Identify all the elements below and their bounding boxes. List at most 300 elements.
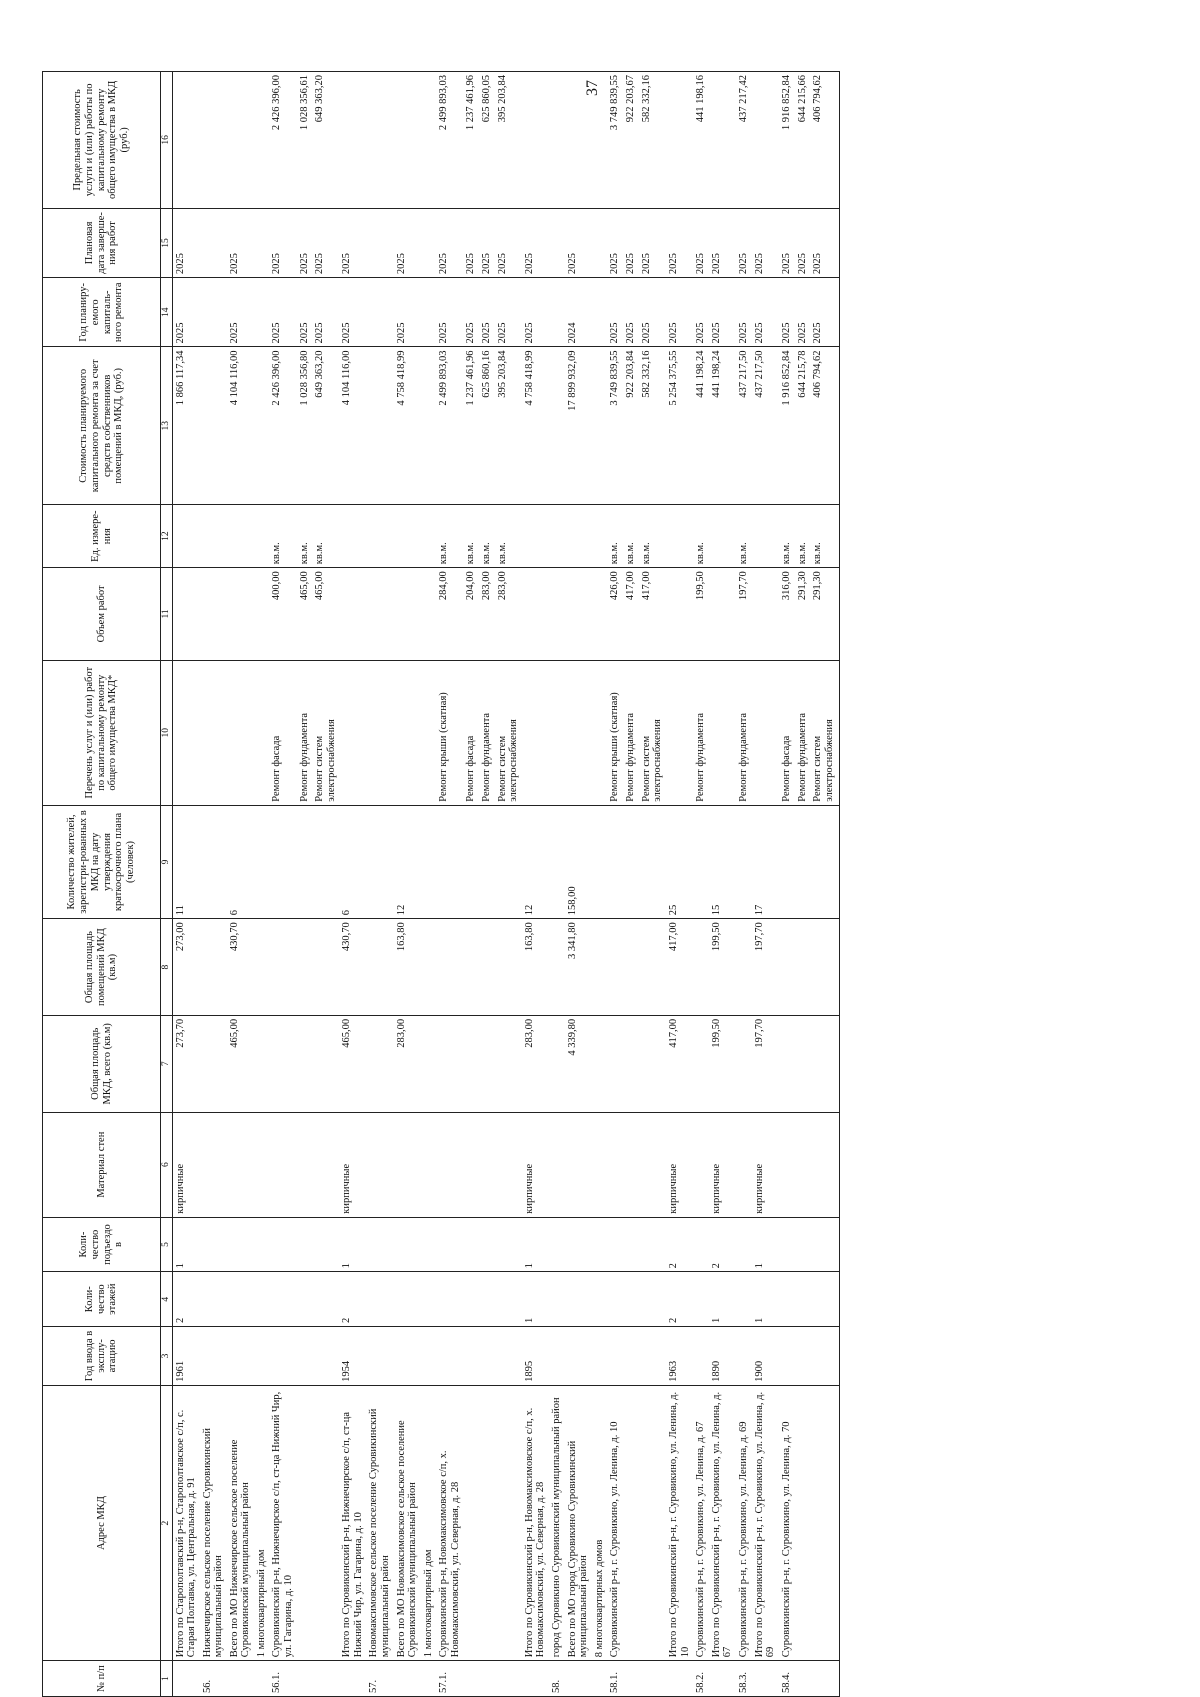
rooms-area: [463, 919, 479, 1016]
address: 1 многоквартирный дом: [421, 1385, 437, 1660]
floors: [479, 1272, 495, 1327]
completion-year: 2025: [607, 208, 623, 277]
completion-year: 2025: [795, 208, 811, 277]
limit-cost: [522, 72, 549, 209]
commission-year: [607, 1327, 623, 1386]
entrances: [779, 1217, 795, 1272]
residents: [495, 805, 522, 919]
column-header: Общая площадь помещений МКД (кв.м): [43, 919, 161, 1016]
plan-year: [366, 278, 393, 347]
work-type: [522, 660, 549, 805]
total-area: [693, 1015, 709, 1112]
residents: [779, 805, 795, 919]
wall-material: [779, 1112, 795, 1217]
total-area: [366, 1015, 393, 1112]
rooms-area: [639, 919, 666, 1016]
commission-year: [736, 1327, 752, 1386]
residents: [366, 805, 393, 919]
row-number: [339, 1661, 366, 1697]
rooms-area: [607, 919, 623, 1016]
total-area: [463, 1015, 479, 1112]
completion-year: 2025: [172, 208, 200, 277]
commission-year: [592, 1327, 608, 1386]
planned-cost: 3 749 839,55: [607, 347, 623, 505]
work-volume: [339, 568, 366, 660]
column-number: 15: [161, 208, 173, 277]
address: [810, 1385, 837, 1660]
work-volume: 465,00: [297, 568, 313, 660]
rooms-area: [549, 919, 565, 1016]
rooms-area: 430,70: [227, 919, 254, 1016]
work-volume: 291,30: [810, 568, 837, 660]
floors: [312, 1272, 339, 1327]
floors: [227, 1272, 254, 1327]
planned-cost: [254, 347, 270, 505]
table-body: [172, 72, 840, 1697]
limit-cost: [254, 72, 270, 209]
row-number: [592, 1661, 608, 1697]
residents: [254, 805, 270, 919]
floors: [297, 1272, 313, 1327]
plan-year: 2025: [172, 278, 200, 347]
wall-material: [639, 1112, 666, 1217]
table-row: [549, 72, 565, 1697]
unit: [339, 505, 366, 568]
column-number: 9: [161, 805, 173, 919]
column-header: Ед. измере-ния: [43, 505, 161, 568]
residents: [297, 805, 313, 919]
floors: [366, 1272, 393, 1327]
column-number: 11: [161, 568, 173, 660]
column-header: Перечень услуг и (или) работ по капитальному ремонту общего имущества МКД*: [43, 660, 161, 805]
row-number: [254, 1661, 270, 1697]
work-type: [339, 660, 366, 805]
table-row: [495, 72, 522, 1697]
residents: [623, 805, 639, 919]
unit: кв.м.: [312, 505, 339, 568]
table-row: [709, 72, 736, 1697]
work-volume: [709, 568, 736, 660]
total-area: 4 339,80: [565, 1015, 592, 1112]
work-type: Ремонт систем электроснабжения: [312, 660, 339, 805]
residents: 17: [752, 805, 779, 919]
unit: [522, 505, 549, 568]
table-row: [479, 72, 495, 1697]
address: Нижнечирское сельское поселение Суровикинский муниципальный район: [200, 1385, 227, 1660]
entrances: [436, 1217, 463, 1272]
commission-year: 1963: [666, 1327, 693, 1386]
rooms-area: [479, 919, 495, 1016]
work-volume: [421, 568, 437, 660]
total-area: [421, 1015, 437, 1112]
unit: [394, 505, 421, 568]
residents: 15: [709, 805, 736, 919]
border-cell: [837, 1217, 840, 1272]
limit-cost: 644 215,66: [795, 72, 811, 209]
wall-material: [795, 1112, 811, 1217]
plan-year: 2025: [666, 278, 693, 347]
work-volume: [200, 568, 227, 660]
wall-material: кирпичные: [709, 1112, 736, 1217]
planned-cost: 1 866 117,34: [172, 347, 200, 505]
commission-year: [795, 1327, 811, 1386]
rooms-area: [495, 919, 522, 1016]
plan-year: 2025: [522, 278, 549, 347]
address: [495, 1385, 522, 1660]
total-area: 197,70: [752, 1015, 779, 1112]
planned-cost: 1 916 852,84: [779, 347, 795, 505]
column-header: Плановая дата заверше-ния работ: [43, 208, 161, 277]
wall-material: кирпичные: [522, 1112, 549, 1217]
rooms-area: 273,00: [172, 919, 200, 1016]
planned-cost: 17 899 932,09: [565, 347, 592, 505]
limit-cost: 437 217,42: [736, 72, 752, 209]
wall-material: кирпичные: [172, 1112, 200, 1217]
floors: [639, 1272, 666, 1327]
total-area: [479, 1015, 495, 1112]
table-row: [421, 72, 437, 1697]
limit-cost: 1 028 356,61: [297, 72, 313, 209]
unit: [200, 505, 227, 568]
work-type: [592, 660, 608, 805]
entrances: [736, 1217, 752, 1272]
planned-cost: 437 217,50: [752, 347, 779, 505]
border-cell: [837, 1385, 840, 1660]
work-type: Ремонт фундамента: [795, 660, 811, 805]
limit-cost: [172, 72, 200, 209]
row-number: [522, 1661, 549, 1697]
completion-year: [200, 208, 227, 277]
unit: [227, 505, 254, 568]
plan-year: 2025: [312, 278, 339, 347]
entrances: [394, 1217, 421, 1272]
limit-cost: 3 749 839,55: [607, 72, 623, 209]
commission-year: [495, 1327, 522, 1386]
floors: [623, 1272, 639, 1327]
address: Всего по МО Новомаксимовское сельское поселение Суровикинский муниципальный район: [394, 1385, 421, 1660]
limit-cost: [565, 72, 592, 209]
row-number: [565, 1661, 592, 1697]
work-type: [200, 660, 227, 805]
table-row: [607, 72, 623, 1697]
row-number: [623, 1661, 639, 1697]
row-number: 57.1.: [436, 1661, 463, 1697]
work-volume: 400,00: [269, 568, 296, 660]
entrances: [479, 1217, 495, 1272]
wall-material: [227, 1112, 254, 1217]
rooms-area: [810, 919, 837, 1016]
unit: [421, 505, 437, 568]
work-volume: 417,00: [639, 568, 666, 660]
table-row: [312, 72, 339, 1697]
residents: [200, 805, 227, 919]
column-header: Материал стен: [43, 1112, 161, 1217]
border-cell: [837, 1272, 840, 1327]
address: Итого по Суровикинский р-н, г. Суровикино, ул. Ленина, д. 69: [752, 1385, 779, 1660]
entrances: [421, 1217, 437, 1272]
residents: [736, 805, 752, 919]
rotated-page: [42, 35, 1200, 1697]
wall-material: [366, 1112, 393, 1217]
row-number: [495, 1661, 522, 1697]
table-row: [779, 72, 795, 1697]
entrances: [297, 1217, 313, 1272]
work-volume: [227, 568, 254, 660]
unit: кв.м.: [779, 505, 795, 568]
work-type: Ремонт систем электроснабжения: [810, 660, 837, 805]
planned-cost: 441 198,24: [693, 347, 709, 505]
planned-cost: 1 028 356,80: [297, 347, 313, 505]
completion-year: 2025: [269, 208, 296, 277]
completion-year: 2025: [639, 208, 666, 277]
completion-year: 2025: [297, 208, 313, 277]
wall-material: [312, 1112, 339, 1217]
work-type: [172, 660, 200, 805]
floors: [421, 1272, 437, 1327]
floors: [463, 1272, 479, 1327]
column-number-row: [161, 72, 173, 1697]
unit: кв.м.: [436, 505, 463, 568]
table-row: [172, 72, 200, 1697]
entrances: [495, 1217, 522, 1272]
planned-cost: 1 237 461,96: [463, 347, 479, 505]
row-number: [421, 1661, 437, 1697]
wall-material: [200, 1112, 227, 1217]
planned-cost: 4 104 116,00: [339, 347, 366, 505]
limit-cost: [394, 72, 421, 209]
rooms-area: [693, 919, 709, 1016]
completion-year: 2025: [623, 208, 639, 277]
column-header: Предельная стоимость услуги и (или) работы по капитальному ремонту общего имущества в МКД (руб.): [43, 72, 161, 209]
border-cell: [837, 1327, 840, 1386]
wall-material: [736, 1112, 752, 1217]
completion-year: [366, 208, 393, 277]
row-number: 58.: [549, 1661, 565, 1697]
total-area: [269, 1015, 296, 1112]
floors: [592, 1272, 608, 1327]
work-volume: 291,30: [795, 568, 811, 660]
table-row: [254, 72, 270, 1697]
work-volume: 199,50: [693, 568, 709, 660]
row-number: 58.4.: [779, 1661, 795, 1697]
table-row: [592, 72, 608, 1697]
commission-year: [421, 1327, 437, 1386]
row-number: 58.2.: [693, 1661, 709, 1697]
commission-year: 1961: [172, 1327, 200, 1386]
column-number: 4: [161, 1272, 173, 1327]
limit-cost: [752, 72, 779, 209]
column-header: Количество жителей, зарегистри-рованных в МКД на дату утверждения краткосрочного плана (человек): [43, 805, 161, 919]
residents: 25: [666, 805, 693, 919]
rooms-area: [592, 919, 608, 1016]
border-cell: [837, 919, 840, 1016]
address: город Суровикино Суровикинский муниципальный район: [549, 1385, 565, 1660]
row-number: [810, 1661, 837, 1697]
planned-cost: 395 203,84: [495, 347, 522, 505]
residents: 11: [172, 805, 200, 919]
column-number: 16: [161, 72, 173, 209]
border-cell: [837, 660, 840, 805]
border-cell: [837, 278, 840, 347]
entrances: [312, 1217, 339, 1272]
work-volume: 284,00: [436, 568, 463, 660]
completion-year: 2025: [709, 208, 736, 277]
plan-year: 2024: [565, 278, 592, 347]
plan-year: 2025: [463, 278, 479, 347]
limit-cost: 922 203,67: [623, 72, 639, 209]
limit-cost: 2 499 893,03: [436, 72, 463, 209]
planned-cost: 4 758 418,99: [522, 347, 549, 505]
address: Суровикинский р-н, г. Суровикино, ул. Ленина, д. 69: [736, 1385, 752, 1660]
wall-material: [421, 1112, 437, 1217]
work-volume: 204,00: [463, 568, 479, 660]
limit-cost: 649 363,20: [312, 72, 339, 209]
border-cell: [837, 1015, 840, 1112]
table-row: [795, 72, 811, 1697]
work-type: Ремонт фасада: [463, 660, 479, 805]
total-area: [795, 1015, 811, 1112]
column-header: Стоимость планируемого капитального ремонта за счет средств собственников помещений в МКД, (руб.): [43, 347, 161, 505]
limit-cost: [421, 72, 437, 209]
rooms-area: [779, 919, 795, 1016]
work-volume: [666, 568, 693, 660]
work-volume: [592, 568, 608, 660]
total-area: [639, 1015, 666, 1112]
plan-year: 2025: [394, 278, 421, 347]
wall-material: [254, 1112, 270, 1217]
plan-year: 2025: [495, 278, 522, 347]
residents: 12: [522, 805, 549, 919]
wall-material: [623, 1112, 639, 1217]
table-row: [366, 72, 393, 1697]
floors: 2: [666, 1272, 693, 1327]
entrances: [693, 1217, 709, 1272]
residents: [436, 805, 463, 919]
unit: [172, 505, 200, 568]
column-number: 1: [161, 1661, 173, 1697]
column-header: Год планиру-емого капиталь-ного ремонта: [43, 278, 161, 347]
planned-cost: 625 860,16: [479, 347, 495, 505]
table-row: [463, 72, 479, 1697]
entrances: 1: [172, 1217, 200, 1272]
rooms-area: 163,80: [522, 919, 549, 1016]
commission-year: [463, 1327, 479, 1386]
total-area: 465,00: [227, 1015, 254, 1112]
planned-cost: 922 203,84: [623, 347, 639, 505]
wall-material: [607, 1112, 623, 1217]
floors: [436, 1272, 463, 1327]
limit-cost: 1 237 461,96: [463, 72, 479, 209]
limit-cost: [666, 72, 693, 209]
completion-year: 2025: [522, 208, 549, 277]
wall-material: [810, 1112, 837, 1217]
floors: [200, 1272, 227, 1327]
planned-cost: [200, 347, 227, 505]
floors: 1: [752, 1272, 779, 1327]
floors: [810, 1272, 837, 1327]
work-volume: [752, 568, 779, 660]
column-number: 3: [161, 1327, 173, 1386]
unit: кв.м.: [607, 505, 623, 568]
plan-year: 2025: [227, 278, 254, 347]
floors: 1: [709, 1272, 736, 1327]
limit-cost: 1 916 852,84: [779, 72, 795, 209]
unit: [666, 505, 693, 568]
commission-year: [479, 1327, 495, 1386]
floors: [795, 1272, 811, 1327]
completion-year: 2025: [565, 208, 592, 277]
wall-material: [565, 1112, 592, 1217]
entrances: [463, 1217, 479, 1272]
commission-year: [810, 1327, 837, 1386]
border-cell: [837, 72, 840, 209]
row-number: [394, 1661, 421, 1697]
work-volume: 197,70: [736, 568, 752, 660]
floors: [394, 1272, 421, 1327]
plan-year: 2025: [436, 278, 463, 347]
plan-year: [421, 278, 437, 347]
total-area: 283,00: [394, 1015, 421, 1112]
total-area: 465,00: [339, 1015, 366, 1112]
completion-year: 2025: [693, 208, 709, 277]
unit: кв.м.: [795, 505, 811, 568]
plan-year: 2025: [779, 278, 795, 347]
address: [463, 1385, 479, 1660]
entrances: 2: [666, 1217, 693, 1272]
planned-cost: 2 426 396,00: [269, 347, 296, 505]
commission-year: [254, 1327, 270, 1386]
address: Итого по Суровикинский р-н, г. Суровикино, ул. Ленина, д. 10: [666, 1385, 693, 1660]
wall-material: кирпичные: [666, 1112, 693, 1217]
work-type: Ремонт фундамента: [297, 660, 313, 805]
wall-material: кирпичные: [339, 1112, 366, 1217]
address: [297, 1385, 313, 1660]
work-volume: [394, 568, 421, 660]
address: 1 многоквартирный дом: [254, 1385, 270, 1660]
commission-year: [565, 1327, 592, 1386]
total-area: 283,00: [522, 1015, 549, 1112]
unit: [752, 505, 779, 568]
residents: [463, 805, 479, 919]
work-type: Ремонт фундамента: [693, 660, 709, 805]
unit: кв.м.: [269, 505, 296, 568]
table-row: [269, 72, 296, 1697]
address: Итого по Суровикинский р-н, Новомаксимовское с/п, х. Новомаксимовский, ул. Северная, д. 28: [522, 1385, 549, 1660]
residents: [795, 805, 811, 919]
work-volume: 426,00: [607, 568, 623, 660]
entrances: [227, 1217, 254, 1272]
completion-year: 2025: [736, 208, 752, 277]
work-type: [549, 660, 565, 805]
commission-year: 1900: [752, 1327, 779, 1386]
plan-year: 2025: [693, 278, 709, 347]
column-number: 13: [161, 347, 173, 505]
column-header: Общая площадь МКД, всего (кв.м): [43, 1015, 161, 1112]
repair-plan-table: [42, 71, 840, 1697]
wall-material: [549, 1112, 565, 1217]
completion-year: 2025: [495, 208, 522, 277]
unit: кв.м.: [736, 505, 752, 568]
work-volume: [172, 568, 200, 660]
column-number: 10: [161, 660, 173, 805]
work-type: Ремонт крыши (скатная): [607, 660, 623, 805]
total-area: [736, 1015, 752, 1112]
work-volume: [366, 568, 393, 660]
table-row: [810, 72, 837, 1697]
column-number: 2: [161, 1385, 173, 1660]
work-type: Ремонт крыши (скатная): [436, 660, 463, 805]
limit-cost: [366, 72, 393, 209]
